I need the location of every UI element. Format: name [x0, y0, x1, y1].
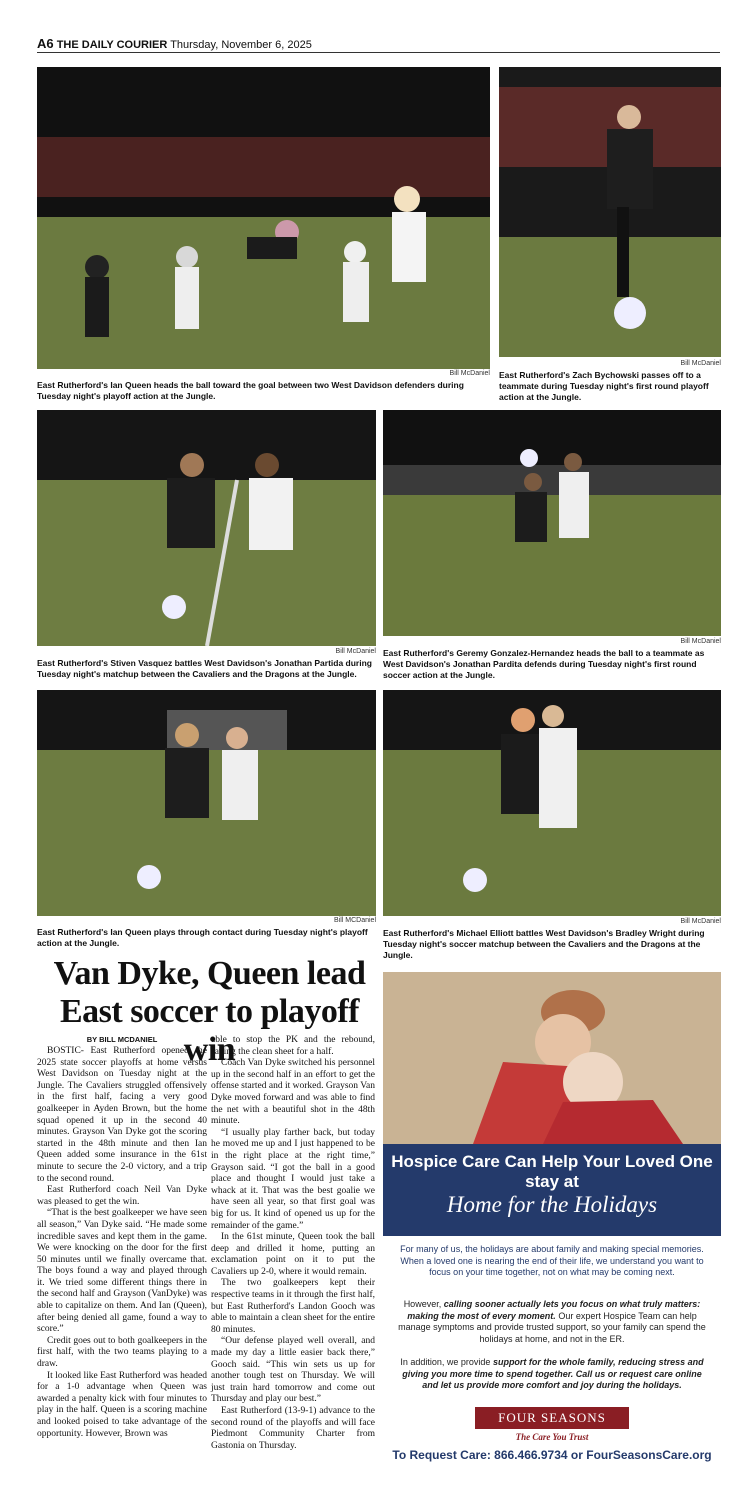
photo-5 — [37, 690, 376, 916]
paragraph: “That is the best goalkeeper we have seen all season,” Van Dyke said. “He made some incredible saves and kept them in the game. We were knocking on the door for the first 50 minutes until we finally overcame that. The boys found a way and played through it. We tried some different things there in the second half and Grayson (VanDyke) was able to capitalize on them. And Ian (Queen), after being denied all game, found a way to score.” — [37, 1208, 207, 1335]
photo-3 — [37, 410, 376, 646]
photo-credit: Bill MCDaniel — [333, 917, 376, 924]
photo-1 — [37, 67, 490, 369]
header-rule — [37, 52, 720, 53]
page-folio — [37, 36, 312, 51]
photo-4 — [383, 410, 721, 636]
photo-credit: Bill McDaniel — [335, 648, 376, 655]
photo-caption: East Rutherford's Ian Queen plays through contact during Tuesday night's playoff action at the Jungle. — [37, 927, 368, 948]
four-seasons-logo: FOUR SEASONS — [475, 1407, 629, 1429]
paragraph: able to stop the PK and the rebound, saving the clean sheet for a half. — [211, 1035, 375, 1057]
paragraph: Coach Van Dyke switched his personnel up in the second half in an effort to get the offense started and it worked. Grayson Van Dyke moved forward and was able to find the net with a beautiful shot in the 48th minute. — [211, 1058, 376, 1127]
photo-2 — [499, 67, 721, 357]
article-headline: Van Dyke, Queen lead East soccer to playoff win — [53, 955, 366, 1068]
photo-caption: East Rutherford's Ian Queen heads the ball toward the goal between two West Davidson defenders during Tuesday night's playoff action at the Jungle. — [37, 380, 464, 401]
paragraph: East Rutherford (13-9-1) advance to the second round of the playoffs and will face Piedmont Community Charter from Gastonia on Thursday. — [211, 1406, 375, 1451]
article-column-2 — [211, 1035, 375, 1452]
paragraph: “I usually play farther back, but today he moved me up and I just happened to be in the right place at the right time,” Grayson said. “I got the ball in a good place and thought I would just take a whack at it. That was the best goalie we have seen all year, so that first goal was big for us. It kind of opened us up for the remainder of the game.” — [211, 1127, 375, 1231]
paragraph: Credit goes out to both goalkeepers in the first half, with the two teams playing to a draw. — [37, 1335, 207, 1370]
paragraph: East Rutherford coach Neil Van Dyke was pleased to get the win. — [37, 1185, 207, 1207]
photo-credit: Bill McDaniel — [449, 370, 490, 377]
hospice-advertisement — [383, 972, 721, 1472]
photo-credit: Bill McDaniel — [680, 360, 721, 367]
issue-date: Thursday, November 6, 2025 — [170, 39, 312, 51]
ad-headline: Hospice Care Can Help Your Loved One stay at — [391, 1152, 713, 1191]
article-column-1 — [37, 1046, 207, 1440]
byline: BY BILL MCDANIEL — [86, 1035, 158, 1044]
photo-caption: East Rutherford's Stiven Vasquez battles West Davidson's Jonathan Partida during Tuesday night's matchup between the Cavaliers and the Dragons at the Jungle. — [37, 658, 372, 679]
ad-headline-band — [383, 1144, 721, 1236]
ad-script-headline: Home for the Holidays — [446, 1192, 658, 1217]
photo-caption: East Rutherford's Michael Elliott battles West Davidson's Bradley Wright during Tuesday night's soccer matchup between the Cavaliers and the Dragons at the Jungle. — [383, 928, 705, 960]
paragraph: BOSTIC- East Rutherford opened the 2025 state soccer playoffs at home versus West Davidson on Tuesday night at the Jungle. The Cavaliers struggled offensively in the first half, facing a very good goalkeeper in Ayden Brown, but the home squad opened it up in the second 40 minutes. Grayson Van Dyke got the scoring started in the 48th minute and then Ian Queen added some insurance in the 61st minute to secure the 2-0 victory, and a trip to the second round. — [37, 1046, 207, 1184]
paper-name: THE DAILY COURIER — [56, 39, 168, 51]
photo-6 — [383, 690, 721, 916]
paragraph: In the 61st minute, Queen took the ball deep and drilled it home, putting an exclamation point on it to put the Cavaliers up 2-0, where it would remain. — [211, 1232, 375, 1277]
page-number: A6 — [37, 36, 54, 51]
ad-paragraph-2: However, calling sooner actually lets you focus on what truly matters: making the most of every moment. Our expert Hospice Team can help manage symptoms and provide trusted support, so your family can spend the holidays at home, and not in the ER. — [398, 1299, 706, 1344]
ad-paragraph-1: For many of us, the holidays are about family and making special memories. When a loved one is nearing the end of their life, we understand you want to focus on your time together, not on what may be coming next. — [400, 1244, 704, 1277]
paragraph: “Our defense played well overall, and made my day a little easier back there,” Gooch said. “This win sets us up for another tough test on Thursday. We will just train hard tomorrow and come out Thursday and play our best.” — [211, 1336, 375, 1405]
ad-photo — [383, 972, 721, 1144]
photo-credit: Bill McDaniel — [680, 638, 721, 645]
paragraph: It looked like East Rutherford was headed for a 1-0 advantage when Queen was awarded a penalty kick with four minutes to play in the half. Queen is a scoring machine and looked poised to take advantage of the opportunity. However, Brown was — [37, 1370, 207, 1439]
ad-tagline: The Care You Trust — [515, 1432, 589, 1442]
photo-caption: East Rutherford's Zach Bychowski passes off to a teammate during Tuesday night's first round playoff action at the Jungle. — [499, 370, 709, 402]
ad-call-to-action[interactable]: To Request Care: 866.466.9734 or FourSeasonsCare.org — [392, 1448, 712, 1462]
ad-paragraph-3: In addition, we provide support for the whole family, reducing stress and giving you more time to spend together. Call us or request care online and let us provide more comfort and joy during the holidays. — [400, 1357, 704, 1390]
paragraph: The two goalkeepers kept their respective teams in it through the first half, but East Rutherford's Landon Gooch was able to maintain a clean sheet for the entire 80 minutes. — [211, 1278, 375, 1335]
photo-credit: Bill McDaniel — [680, 918, 721, 925]
photo-caption: East Rutherford's Geremy Gonzalez-Hernandez heads the ball to a teammate as West Davidson's Jonathan Pardita defends during Tuesday night's first round soccer action at the Jungle. — [383, 648, 705, 680]
